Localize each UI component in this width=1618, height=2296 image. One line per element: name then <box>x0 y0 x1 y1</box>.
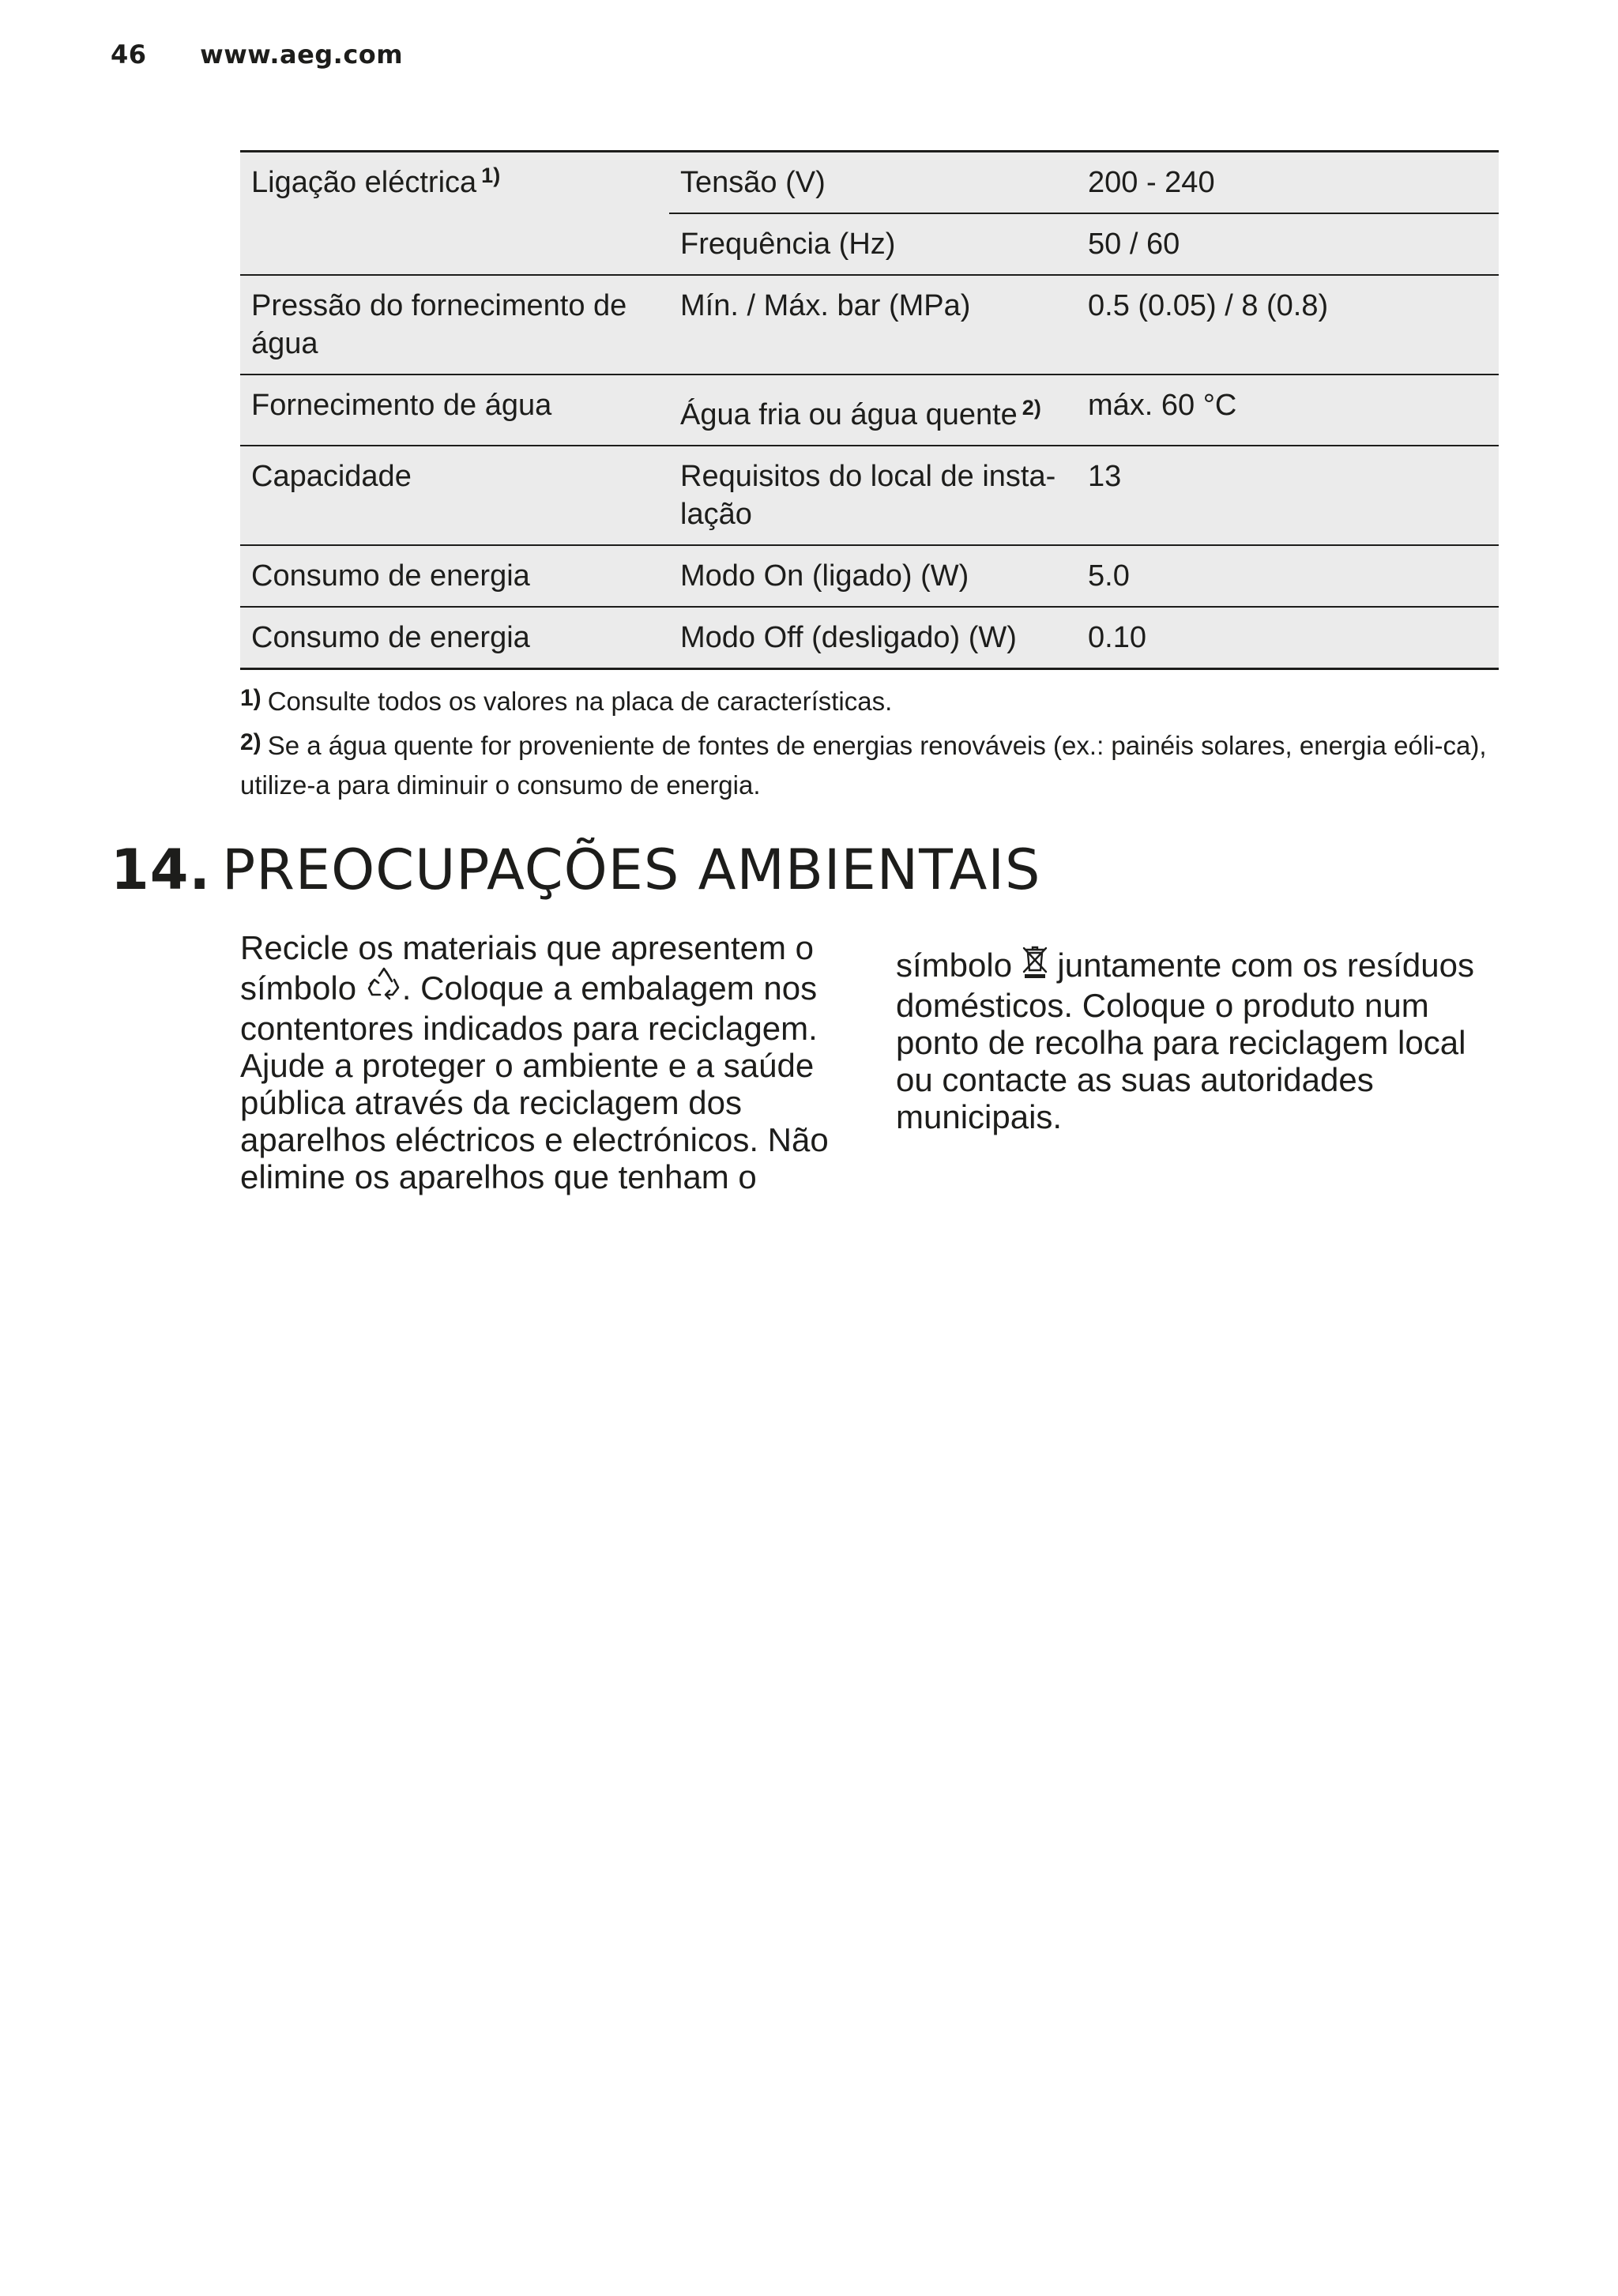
table-row <box>240 275 1499 375</box>
table-cell-value: 200 - 240 <box>1088 166 1215 199</box>
table-row <box>240 545 1499 607</box>
table-cell-param: Requisitos do local de insta-lação <box>669 446 1077 545</box>
table-cell-param: Modo On (ligado) (W) <box>669 545 1077 607</box>
table-cell-label: Capacidade <box>240 446 669 545</box>
water-supply-param: Água fria ou água quente <box>680 398 1018 431</box>
table-cell-param: Mín. / Máx. bar (MPa) <box>669 275 1077 375</box>
paragraph-text: símbolo <box>896 947 1013 984</box>
environment-text-left <box>240 929 849 1195</box>
table-cell-value: máx. 60 °C <box>1077 375 1499 446</box>
footnote-text: Consulte todos os valores na placa de características. <box>267 687 893 716</box>
table-cell-param: Frequência (Hz) <box>669 213 1077 275</box>
footnote-mark: 2) <box>1022 396 1041 420</box>
electrical-connection-label: Ligação eléctrica <box>251 166 477 199</box>
footnote-mark: 1) <box>481 164 501 187</box>
paragraph-text: juntamente com os resíduos domésticos. Coloque o produto num ponto de recolha para reciclagem local ou contacte as suas autoridades municipais. <box>896 947 1475 1135</box>
table-cell-param <box>669 375 1077 446</box>
table-row <box>240 446 1499 545</box>
section-heading: PREOCUPAÇÕES AMBIENTAIS <box>222 837 1041 902</box>
table-cell-label: Fornecimento de água <box>240 375 669 446</box>
technical-specs-table <box>240 150 1499 670</box>
paragraph-text: símbolo <box>240 969 357 1007</box>
table-cell-value: 0.10 <box>1077 607 1499 669</box>
table-footnotes <box>240 683 1504 809</box>
table-row <box>240 375 1499 446</box>
table-cell-label: Consumo de energia <box>240 607 669 669</box>
crossed-out-bin-icon <box>1022 945 1048 987</box>
table-cell-label: Pressão do fornecimento de água <box>240 275 669 375</box>
page-header <box>111 40 403 70</box>
footnote-item <box>240 683 1504 722</box>
website-link[interactable]: www.aeg.com <box>200 40 404 70</box>
footnote-mark: 2) <box>240 729 262 755</box>
table-cell-label <box>240 152 669 276</box>
environment-text-right <box>896 945 1504 1135</box>
paragraph-text: . Coloque a embalagem nos contentores indicados para reciclagem. Ajude a proteger o ambiente e a saúde pública através da reciclagem dos aparelhos eléctricos e electrónicos. Não elimine os aparelhos que tenham o <box>240 969 829 1195</box>
table-cell-value: 0.5 (0.05) / 8 (0.8) <box>1077 275 1499 375</box>
table-row <box>240 152 1499 214</box>
paragraph-text: Recicle os materiais que apresentem o <box>240 929 815 966</box>
page-number: 46 <box>111 40 147 70</box>
table-cell-value: 13 <box>1077 446 1499 545</box>
table-cell-param: Tensão (V) <box>680 166 826 199</box>
table-cell-value: 5.0 <box>1077 545 1499 607</box>
section-title <box>111 834 1040 905</box>
recycle-icon <box>366 966 402 1010</box>
table-cell-label: Consumo de energia <box>240 545 669 607</box>
footnote-mark: 1) <box>240 685 262 711</box>
footnote-text: Se a água quente for proveniente de fontes de energias renováveis (ex.: painéis solares, energia eóli-ca), utilize-a para diminuir o consumo de energia. <box>240 731 1487 800</box>
table-cell-param: Modo Off (desligado) (W) <box>669 607 1077 669</box>
footnote-item <box>240 727 1504 804</box>
table-cell-value: 50 / 60 <box>1077 213 1499 275</box>
section-number: 14. <box>111 837 212 902</box>
table-row <box>240 607 1499 669</box>
